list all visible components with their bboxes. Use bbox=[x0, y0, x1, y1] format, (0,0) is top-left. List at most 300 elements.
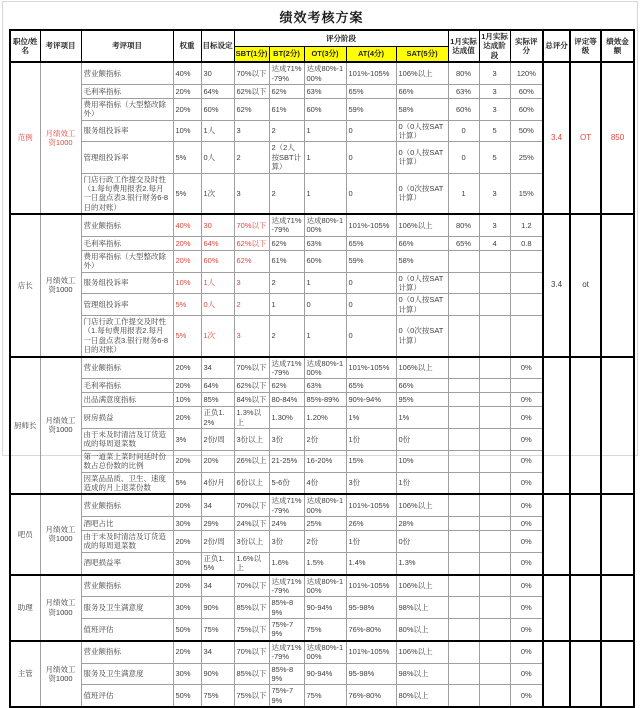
cell-at: 65% bbox=[346, 236, 396, 250]
cell-weight: 20% bbox=[173, 407, 201, 429]
cell-at: 1份 bbox=[346, 429, 396, 451]
cell-actual-stage bbox=[479, 429, 510, 451]
cell-actual-value: 80% bbox=[448, 62, 479, 84]
cell-actual-score: 0.8 bbox=[510, 236, 543, 250]
cell-ot: 63% bbox=[304, 236, 346, 250]
cell-target: 34 bbox=[201, 575, 234, 597]
cell-actual-stage bbox=[479, 450, 510, 472]
cell-ot: 85%-89% bbox=[304, 393, 346, 407]
cell-actual-score: 15% bbox=[510, 173, 543, 214]
cell-at: 90%-94% bbox=[346, 393, 396, 407]
cell-sat: 1% bbox=[396, 407, 448, 429]
table-row bbox=[10, 316, 634, 357]
cell-item: 服务组投诉率 bbox=[81, 120, 173, 142]
table-row bbox=[10, 429, 634, 451]
cell-salary: 月绩效工资1000 bbox=[40, 214, 81, 357]
cell-at: 76%-80% bbox=[346, 685, 396, 707]
cell-grade: ot bbox=[570, 214, 601, 357]
cell-item: 营业额指标 bbox=[81, 494, 173, 516]
cell-total-score bbox=[543, 357, 570, 495]
cell-weight: 20% bbox=[173, 379, 201, 393]
cell-ot: 2份 bbox=[304, 531, 346, 553]
cell-at: 59% bbox=[346, 98, 396, 120]
cell-sat: 0（0次按SAT计算） bbox=[396, 316, 448, 357]
cell-item: 营业额指标 bbox=[81, 214, 173, 236]
table-row bbox=[10, 619, 634, 641]
cell-actual-value bbox=[448, 552, 479, 574]
cell-target: 正负1.2% bbox=[201, 407, 234, 429]
cell-sbt: 3份以上 bbox=[234, 531, 269, 553]
cell-bt: 2 bbox=[269, 173, 304, 214]
cell-bt: 3份 bbox=[269, 531, 304, 553]
table-row bbox=[10, 472, 634, 494]
cell-weight: 20% bbox=[173, 531, 201, 553]
cell-sat: 0（0人按SAT计算） bbox=[396, 272, 448, 294]
cell-actual-value bbox=[448, 575, 479, 597]
cell-actual-value: 65% bbox=[448, 236, 479, 250]
cell-actual-value bbox=[448, 685, 479, 707]
cell-at: 101%-105% bbox=[346, 357, 396, 379]
cell-ot: 1 bbox=[304, 316, 346, 357]
cell-ot: 1 bbox=[304, 272, 346, 294]
cell-weight: 20% bbox=[173, 236, 201, 250]
table-row bbox=[10, 250, 634, 272]
cell-actual-score: 0% bbox=[510, 494, 543, 516]
cell-actual-stage: 3 bbox=[479, 84, 510, 98]
table-body bbox=[10, 62, 634, 707]
cell-item: 毛利率指标 bbox=[81, 84, 173, 98]
cell-at: 15% bbox=[346, 450, 396, 472]
cell-actual-score: 0% bbox=[510, 407, 543, 429]
cell-at: 95-98% bbox=[346, 597, 396, 619]
cell-ot: 75% bbox=[304, 685, 346, 707]
performance-table bbox=[9, 29, 635, 708]
cell-target: 34 bbox=[201, 494, 234, 516]
cell-weight: 20% bbox=[173, 250, 201, 272]
table-row bbox=[10, 597, 634, 619]
cell-actual-value bbox=[448, 619, 479, 641]
cell-at: 1.4% bbox=[346, 552, 396, 574]
cell-sbt: 3 bbox=[234, 120, 269, 142]
cell-item: 出品满意度指标 bbox=[81, 393, 173, 407]
cell-weight: 10% bbox=[173, 272, 201, 294]
table-row bbox=[10, 663, 634, 685]
cell-weight: 20% bbox=[173, 494, 201, 516]
cell-sat: 95% bbox=[396, 393, 448, 407]
cell-bt: 61% bbox=[269, 98, 304, 120]
cell-sbt: 26%以上 bbox=[234, 450, 269, 472]
cell-sbt: 62% bbox=[234, 98, 269, 120]
cell-actual-value bbox=[448, 472, 479, 494]
cell-bt: 达成71%-79% bbox=[269, 575, 304, 597]
cell-ot: 达成80%-100% bbox=[304, 62, 346, 84]
cell-sbt: 3 bbox=[234, 316, 269, 357]
cell-at: 101%-105% bbox=[346, 575, 396, 597]
cell-weight: 10% bbox=[173, 120, 201, 142]
cell-actual-score: 0% bbox=[510, 357, 543, 379]
cell-weight: 20% bbox=[173, 84, 201, 98]
cell-sat: 0（0人按SAT计算） bbox=[396, 120, 448, 142]
table-row bbox=[10, 236, 634, 250]
cell-target: 2份/周 bbox=[201, 531, 234, 553]
cell-actual-value bbox=[448, 663, 479, 685]
cell-item: 营业额指标 bbox=[81, 641, 173, 663]
cell-salary: 月绩效工资1000 bbox=[40, 62, 81, 214]
cell-target: 75% bbox=[201, 619, 234, 641]
cell-item: 营业额指标 bbox=[81, 62, 173, 84]
cell-bt: 85%-89% bbox=[269, 597, 304, 619]
cell-at: 101%-105% bbox=[346, 494, 396, 516]
cell-sbt: 2 bbox=[234, 294, 269, 316]
header-item-col: 考评项目 bbox=[81, 30, 173, 62]
cell-at: 26% bbox=[346, 517, 396, 531]
cell-at: 0 bbox=[346, 294, 396, 316]
cell-actual-score: 120% bbox=[510, 62, 543, 84]
cell-sbt: 85%以下 bbox=[234, 663, 269, 685]
cell-actual-stage bbox=[479, 531, 510, 553]
cell-weight: 30% bbox=[173, 663, 201, 685]
cell-at: 59% bbox=[346, 250, 396, 272]
cell-ot: 4份 bbox=[304, 472, 346, 494]
cell-actual-value: 1 bbox=[448, 173, 479, 214]
cell-bt: 62% bbox=[269, 236, 304, 250]
cell-target: 1次 bbox=[201, 173, 234, 214]
header-weight: 权重 bbox=[173, 30, 201, 62]
cell-item: 酒吧占比 bbox=[81, 517, 173, 531]
cell-item: 值班评估 bbox=[81, 685, 173, 707]
cell-total-score bbox=[543, 494, 570, 574]
cell-at: 1份 bbox=[346, 531, 396, 553]
table-row bbox=[10, 84, 634, 98]
cell-item: 由于未及时清洁及订货造成的每周退菜数 bbox=[81, 429, 173, 451]
cell-ot: 0 bbox=[304, 294, 346, 316]
cell-item: 酒吧损益率 bbox=[81, 552, 173, 574]
cell-actual-stage: 3 bbox=[479, 62, 510, 84]
cell-bt: 达成71%-79% bbox=[269, 641, 304, 663]
cell-actual-stage: 3 bbox=[479, 214, 510, 236]
header-actual-stage: 1月实际达成阶段 bbox=[479, 30, 510, 62]
table-row bbox=[10, 272, 634, 294]
cell-actual-stage bbox=[479, 597, 510, 619]
cell-actual-value bbox=[448, 450, 479, 472]
cell-actual-value bbox=[448, 272, 479, 294]
cell-bt: 达成71%-79% bbox=[269, 62, 304, 84]
cell-target: 30 bbox=[201, 62, 234, 84]
cell-weight: 5% bbox=[173, 142, 201, 173]
cell-weight: 20% bbox=[173, 575, 201, 597]
header-stage-bt: BT(2分) bbox=[269, 46, 304, 62]
cell-sat: 98%以上 bbox=[396, 597, 448, 619]
table-row bbox=[10, 552, 634, 574]
cell-ot: 60% bbox=[304, 250, 346, 272]
cell-target: 34 bbox=[201, 641, 234, 663]
cell-ot: 2份 bbox=[304, 429, 346, 451]
cell-actual-value: 63% bbox=[448, 84, 479, 98]
table-row bbox=[10, 120, 634, 142]
cell-target: 34 bbox=[201, 357, 234, 379]
cell-bt: 达成71%-79% bbox=[269, 214, 304, 236]
cell-actual-score: 0% bbox=[510, 575, 543, 597]
cell-ot: 63% bbox=[304, 379, 346, 393]
cell-sbt: 1.6%以上 bbox=[234, 552, 269, 574]
cell-sbt: 1.3%以上 bbox=[234, 407, 269, 429]
cell-item: 费用率指标（大型整改除外） bbox=[81, 98, 173, 120]
cell-weight: 3% bbox=[173, 429, 201, 451]
cell-actual-value: 0 bbox=[448, 120, 479, 142]
cell-bt: 80-84% bbox=[269, 393, 304, 407]
cell-target: 正负1.5% bbox=[201, 552, 234, 574]
cell-actual-score bbox=[510, 316, 543, 357]
cell-at: 95-98% bbox=[346, 663, 396, 685]
cell-salary: 月绩效工资1000 bbox=[40, 575, 81, 641]
cell-ot: 1 bbox=[304, 120, 346, 142]
cell-at: 101%-105% bbox=[346, 641, 396, 663]
cell-actual-stage: 4 bbox=[479, 236, 510, 250]
cell-sat: 0（0人按SAT计算） bbox=[396, 142, 448, 173]
cell-actual-stage bbox=[479, 379, 510, 393]
cell-ot: 60% bbox=[304, 98, 346, 120]
cell-grade bbox=[570, 494, 601, 574]
sheet-page bbox=[2, 1, 638, 705]
cell-actual-stage bbox=[479, 552, 510, 574]
cell-sbt: 70%以下 bbox=[234, 357, 269, 379]
table-row bbox=[10, 294, 634, 316]
cell-actual-value bbox=[448, 641, 479, 663]
cell-sat: 58% bbox=[396, 98, 448, 120]
cell-bt: 1 bbox=[269, 294, 304, 316]
cell-actual-stage bbox=[479, 393, 510, 407]
cell-actual-stage bbox=[479, 619, 510, 641]
cell-actual-stage: 3 bbox=[479, 173, 510, 214]
cell-amount bbox=[601, 357, 634, 495]
cell-weight: 10% bbox=[173, 393, 201, 407]
cell-at: 101%-105% bbox=[346, 62, 396, 84]
cell-actual-value bbox=[448, 517, 479, 531]
cell-sat: 80%以上 bbox=[396, 685, 448, 707]
cell-actual-stage bbox=[479, 575, 510, 597]
cell-amount bbox=[601, 641, 634, 707]
cell-grade bbox=[570, 575, 601, 641]
cell-sbt: 70%以下 bbox=[234, 641, 269, 663]
cell-target: 1人 bbox=[201, 120, 234, 142]
header-salary-col: 考评项目 bbox=[40, 30, 81, 62]
cell-actual-stage bbox=[479, 663, 510, 685]
cell-weight: 5% bbox=[173, 472, 201, 494]
cell-salary: 月绩效工资1000 bbox=[40, 357, 81, 495]
cell-grade bbox=[570, 641, 601, 707]
cell-actual-value bbox=[448, 357, 479, 379]
table-row bbox=[10, 173, 634, 214]
cell-ot: 63% bbox=[304, 84, 346, 98]
cell-sbt: 85%以下 bbox=[234, 597, 269, 619]
cell-actual-stage bbox=[479, 357, 510, 379]
table-row bbox=[10, 517, 634, 531]
cell-weight: 40% bbox=[173, 62, 201, 84]
cell-actual-score: 0% bbox=[510, 393, 543, 407]
cell-sat: 106%以上 bbox=[396, 575, 448, 597]
cell-item: 值班评估 bbox=[81, 619, 173, 641]
cell-actual-stage: 5 bbox=[479, 120, 510, 142]
cell-weight: 30% bbox=[173, 597, 201, 619]
cell-sbt: 3份以上 bbox=[234, 429, 269, 451]
cell-sat: 0（0次按SAT计算） bbox=[396, 173, 448, 214]
cell-sat: 66% bbox=[396, 236, 448, 250]
cell-salary: 月绩效工资1000 bbox=[40, 641, 81, 707]
table-row bbox=[10, 450, 634, 472]
cell-actual-score: 0% bbox=[510, 685, 543, 707]
cell-position: 厨师长 bbox=[10, 357, 40, 495]
cell-ot: 达成80%-100% bbox=[304, 575, 346, 597]
cell-at: 0 bbox=[346, 316, 396, 357]
cell-ot: 75% bbox=[304, 619, 346, 641]
table-row bbox=[10, 98, 634, 120]
cell-item: 服务及卫生满意度 bbox=[81, 597, 173, 619]
cell-actual-score: 25% bbox=[510, 142, 543, 173]
header-total-score: 总评分 bbox=[543, 30, 570, 62]
cell-weight: 20% bbox=[173, 357, 201, 379]
cell-amount bbox=[601, 575, 634, 641]
cell-actual-value: 80% bbox=[448, 214, 479, 236]
cell-item: 营业额指标 bbox=[81, 575, 173, 597]
cell-bt: 2 bbox=[269, 272, 304, 294]
table-header bbox=[10, 30, 634, 62]
table-row bbox=[10, 379, 634, 393]
cell-actual-value bbox=[448, 494, 479, 516]
cell-target: 0人 bbox=[201, 142, 234, 173]
cell-actual-stage bbox=[479, 685, 510, 707]
cell-actual-value bbox=[448, 393, 479, 407]
cell-target: 75% bbox=[201, 685, 234, 707]
cell-sat: 28% bbox=[396, 517, 448, 531]
cell-target: 4份/月 bbox=[201, 472, 234, 494]
cell-target: 90% bbox=[201, 663, 234, 685]
cell-bt: 2（2人按SBT计算） bbox=[269, 142, 304, 173]
cell-item: 毛利率指标 bbox=[81, 379, 173, 393]
table-row bbox=[10, 575, 634, 597]
cell-at: 0 bbox=[346, 173, 396, 214]
cell-amount bbox=[601, 214, 634, 357]
cell-bt: 1.30% bbox=[269, 407, 304, 429]
cell-actual-score: 50% bbox=[510, 120, 543, 142]
cell-actual-value bbox=[448, 250, 479, 272]
cell-actual-score: 0% bbox=[510, 429, 543, 451]
cell-item: 门店行政工作提交及时性（1.每旬费用报表2.每月一日盘点表3.银行财务6-8日的对账） bbox=[81, 316, 173, 357]
cell-actual-value bbox=[448, 316, 479, 357]
header-position: 职位/姓名 bbox=[10, 30, 40, 62]
cell-item: 管理组投诉率 bbox=[81, 142, 173, 173]
cell-actual-score: 0% bbox=[510, 531, 543, 553]
cell-item: 厨房损益 bbox=[81, 407, 173, 429]
cell-bt: 3份 bbox=[269, 429, 304, 451]
cell-weight: 50% bbox=[173, 685, 201, 707]
cell-salary: 月绩效工资1000 bbox=[40, 494, 81, 574]
cell-ot: 90-94% bbox=[304, 663, 346, 685]
cell-sbt: 75%以下 bbox=[234, 619, 269, 641]
cell-actual-value bbox=[448, 294, 479, 316]
cell-ot: 达成80%-100% bbox=[304, 357, 346, 379]
header-stage-sat: SAT(5分) bbox=[396, 46, 448, 62]
cell-weight: 50% bbox=[173, 619, 201, 641]
cell-sbt: 2 bbox=[234, 142, 269, 173]
cell-ot: 达成80%-100% bbox=[304, 214, 346, 236]
cell-weight: 5% bbox=[173, 316, 201, 357]
header-stage-group: 评分阶段 bbox=[234, 30, 448, 46]
cell-at: 1% bbox=[346, 407, 396, 429]
cell-actual-stage bbox=[479, 294, 510, 316]
cell-item: 管理组投诉率 bbox=[81, 294, 173, 316]
header-stage-ot: OT(3分) bbox=[304, 46, 346, 62]
cell-actual-score bbox=[510, 250, 543, 272]
cell-item: 由于未及时清洁及订货造成的每周退菜数 bbox=[81, 531, 173, 553]
cell-bt: 达成71%-79% bbox=[269, 494, 304, 516]
cell-sbt: 62% bbox=[234, 250, 269, 272]
cell-actual-score: 0% bbox=[510, 619, 543, 641]
cell-at: 0 bbox=[346, 142, 396, 173]
cell-at: 0 bbox=[346, 120, 396, 142]
cell-at: 3份 bbox=[346, 472, 396, 494]
cell-sat: 106%以上 bbox=[396, 62, 448, 84]
cell-actual-stage bbox=[479, 250, 510, 272]
cell-actual-score: 60% bbox=[510, 84, 543, 98]
cell-actual-score: 0% bbox=[510, 597, 543, 619]
cell-sbt: 70%以下 bbox=[234, 62, 269, 84]
cell-actual-value bbox=[448, 379, 479, 393]
cell-at: 65% bbox=[346, 84, 396, 98]
header-grade: 评定等级 bbox=[570, 30, 601, 62]
cell-actual-stage bbox=[479, 472, 510, 494]
cell-target: 64% bbox=[201, 84, 234, 98]
cell-actual-score: 0% bbox=[510, 517, 543, 531]
cell-sbt: 84%以下 bbox=[234, 393, 269, 407]
cell-sat: 66% bbox=[396, 84, 448, 98]
header-stage-at: AT(4分) bbox=[346, 46, 396, 62]
cell-ot: 1 bbox=[304, 173, 346, 214]
cell-position: 助理 bbox=[10, 575, 40, 641]
cell-position: 店长 bbox=[10, 214, 40, 357]
cell-ot: 1.20% bbox=[304, 407, 346, 429]
cell-sat: 1.3% bbox=[396, 552, 448, 574]
cell-weight: 30% bbox=[173, 552, 201, 574]
header-actual-value: 1月实际达成值 bbox=[448, 30, 479, 62]
cell-position: 主管 bbox=[10, 641, 40, 707]
cell-amount bbox=[601, 494, 634, 574]
table-row bbox=[10, 407, 634, 429]
cell-actual-value bbox=[448, 597, 479, 619]
cell-ot: 1 bbox=[304, 142, 346, 173]
cell-actual-value bbox=[448, 429, 479, 451]
cell-sat: 106%以上 bbox=[396, 214, 448, 236]
cell-position: 范例 bbox=[10, 62, 40, 214]
header-actual-score: 实际评分 bbox=[510, 30, 543, 62]
cell-target: 2份/周 bbox=[201, 429, 234, 451]
cell-target: 1人 bbox=[201, 272, 234, 294]
cell-bt: 2 bbox=[269, 316, 304, 357]
cell-ot: 达成80%-100% bbox=[304, 494, 346, 516]
cell-sbt: 75%以下 bbox=[234, 685, 269, 707]
cell-sat: 106%以上 bbox=[396, 641, 448, 663]
cell-actual-score: 0% bbox=[510, 552, 543, 574]
cell-sbt: 70%以下 bbox=[234, 575, 269, 597]
cell-bt: 62% bbox=[269, 379, 304, 393]
cell-actual-score: 0% bbox=[510, 472, 543, 494]
cell-bt: 1.6% bbox=[269, 552, 304, 574]
cell-bt: 2 bbox=[269, 120, 304, 142]
page-title: 绩效考核方案 bbox=[279, 10, 364, 25]
cell-at: 101%-105% bbox=[346, 214, 396, 236]
cell-bt: 24% bbox=[269, 517, 304, 531]
table-row bbox=[10, 214, 634, 236]
cell-target: 60% bbox=[201, 98, 234, 120]
